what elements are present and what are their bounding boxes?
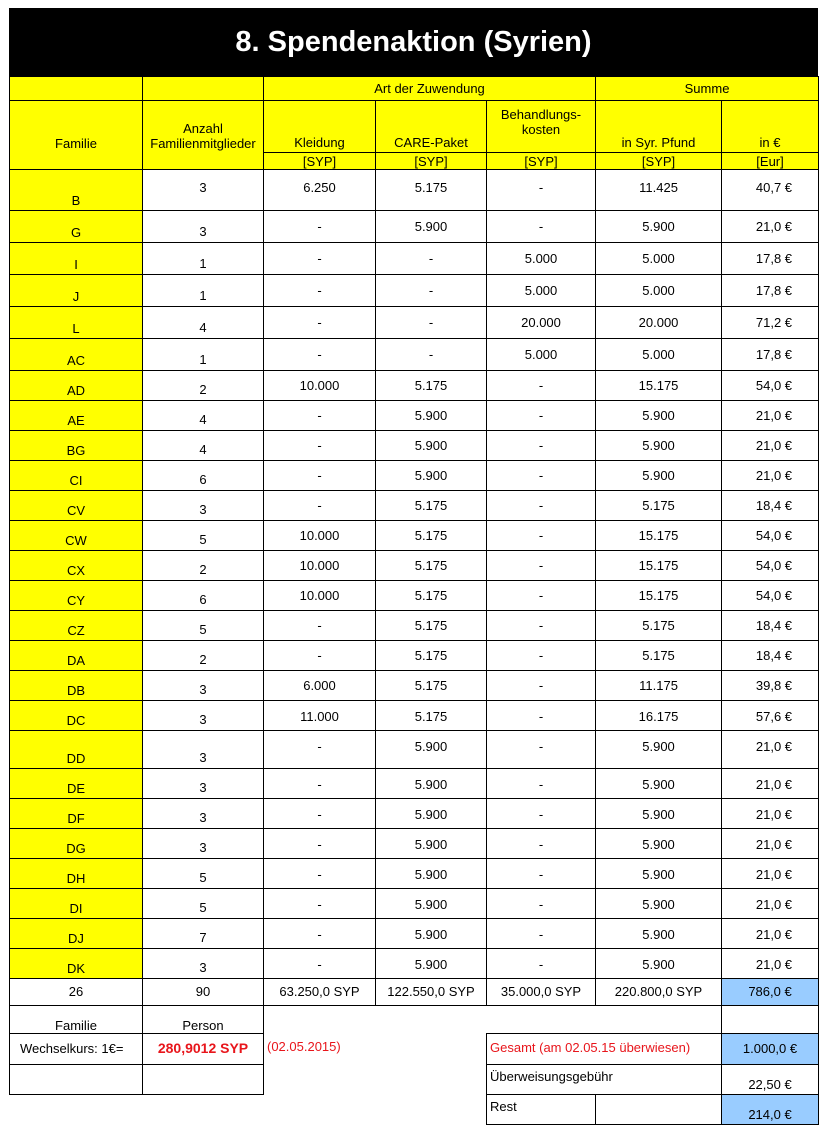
kleidung-cell: -: [264, 859, 376, 889]
behandlung-cell: -: [487, 211, 596, 243]
eur-cell: 18,4 €: [722, 611, 819, 641]
table-row: [10, 551, 819, 581]
kleidung-cell: -: [264, 243, 376, 275]
family-cell: CW: [10, 521, 143, 551]
total-syr: 220.800,0 SYP: [596, 979, 722, 1005]
behandlung-cell: -: [487, 170, 596, 211]
family-cell: DH: [10, 859, 143, 889]
eur-cell: 54,0 €: [722, 551, 819, 581]
members-cell: 3: [143, 799, 264, 829]
syr-cell: 5.900: [596, 949, 722, 979]
behandlung-cell: 20.000: [487, 307, 596, 339]
footer-familie: Familie: [10, 1005, 143, 1033]
syr-cell: 20.000: [596, 307, 722, 339]
eur-cell: 21,0 €: [722, 829, 819, 859]
family-cell: CX: [10, 551, 143, 581]
care-cell: 5.900: [376, 889, 487, 919]
family-cell: DJ: [10, 919, 143, 949]
care-cell: 5.175: [376, 491, 487, 521]
family-cell: DF: [10, 799, 143, 829]
table-row: [10, 611, 819, 641]
unit-behandlung: [SYP]: [487, 153, 596, 170]
eur-cell: 17,8 €: [722, 339, 819, 371]
family-cell: I: [10, 243, 143, 275]
unit-syr: [SYP]: [596, 153, 722, 170]
care-cell: 5.900: [376, 859, 487, 889]
eur-cell: 21,0 €: [722, 769, 819, 799]
care-cell: 5.900: [376, 919, 487, 949]
members-cell: 3: [143, 701, 264, 731]
members-cell: 3: [143, 211, 264, 243]
kleidung-cell: -: [264, 307, 376, 339]
members-cell: 2: [143, 551, 264, 581]
family-cell: BG: [10, 431, 143, 461]
care-cell: 5.175: [376, 521, 487, 551]
family-cell: DE: [10, 769, 143, 799]
syr-cell: 15.175: [596, 371, 722, 401]
table-row: [10, 243, 819, 275]
syr-cell: 5.175: [596, 641, 722, 671]
page-title: 8. Spendenaktion (Syrien): [9, 8, 818, 76]
members-cell: 5: [143, 859, 264, 889]
eur-cell: 54,0 €: [722, 581, 819, 611]
care-cell: 5.900: [376, 769, 487, 799]
eur-cell: 57,6 €: [722, 701, 819, 731]
eur-cell: 54,0 €: [722, 371, 819, 401]
care-cell: -: [376, 307, 487, 339]
kleidung-cell: -: [264, 611, 376, 641]
care-cell: 5.175: [376, 551, 487, 581]
family-cell: CV: [10, 491, 143, 521]
table-row: [10, 949, 819, 979]
family-cell: AD: [10, 371, 143, 401]
members-cell: 4: [143, 307, 264, 339]
syr-cell: 5.175: [596, 491, 722, 521]
gesamt-value: 1.000,0 €: [722, 1033, 819, 1064]
eur-cell: 21,0 €: [722, 211, 819, 243]
syr-cell: 5.900: [596, 769, 722, 799]
table-row: [10, 307, 819, 339]
behandlung-cell: -: [487, 401, 596, 431]
eur-cell: 21,0 €: [722, 949, 819, 979]
table-row: [10, 401, 819, 431]
family-cell: B: [10, 170, 143, 211]
kleidung-cell: -: [264, 211, 376, 243]
members-cell: 1: [143, 339, 264, 371]
care-cell: 5.900: [376, 211, 487, 243]
members-cell: 1: [143, 275, 264, 307]
care-cell: 5.900: [376, 461, 487, 491]
gesamt-label: Gesamt (am 02.05.15 überwiesen): [487, 1033, 722, 1064]
table-row: [10, 521, 819, 551]
care-cell: 5.175: [376, 371, 487, 401]
members-cell: 6: [143, 461, 264, 491]
eur-cell: 18,4 €: [722, 641, 819, 671]
family-cell: CY: [10, 581, 143, 611]
kleidung-cell: 6.000: [264, 671, 376, 701]
eur-cell: 21,0 €: [722, 799, 819, 829]
behandlung-cell: -: [487, 919, 596, 949]
header-blank: [10, 77, 143, 101]
eur-cell: 21,0 €: [722, 919, 819, 949]
care-cell: 5.900: [376, 949, 487, 979]
total-eur: 786,0 €: [722, 979, 819, 1005]
behandlung-cell: 5.000: [487, 339, 596, 371]
behandlung-cell: -: [487, 461, 596, 491]
exchange-rate-date: (02.05.2015): [267, 1039, 341, 1054]
family-cell: DC: [10, 701, 143, 731]
syr-cell: 16.175: [596, 701, 722, 731]
header-kleidung: Kleidung: [264, 101, 376, 153]
care-cell: 5.175: [376, 581, 487, 611]
family-cell: DA: [10, 641, 143, 671]
syr-cell: 5.900: [596, 829, 722, 859]
care-cell: 5.175: [376, 671, 487, 701]
behandlung-cell: 5.000: [487, 243, 596, 275]
eur-cell: 39,8 €: [722, 671, 819, 701]
care-cell: 5.175: [376, 641, 487, 671]
kleidung-cell: -: [264, 401, 376, 431]
family-cell: DD: [10, 731, 143, 769]
header-art: Art der Zuwendung: [264, 77, 596, 101]
table-row: [10, 919, 819, 949]
members-cell: 4: [143, 431, 264, 461]
gebuehr-label: Überweisungsgebühr: [487, 1064, 722, 1094]
gebuehr-value: 22,50 €: [722, 1064, 819, 1094]
care-cell: -: [376, 243, 487, 275]
kleidung-cell: 10.000: [264, 371, 376, 401]
family-cell: G: [10, 211, 143, 243]
table-row: [10, 371, 819, 401]
behandlung-cell: 5.000: [487, 275, 596, 307]
header-anzahl: Anzahl Familienmitglieder: [143, 101, 264, 153]
exchange-rate-value: 280,9012 SYP: [143, 1033, 264, 1064]
header-summe: Summe: [596, 77, 819, 101]
table-row: [10, 829, 819, 859]
rest-label: Rest: [487, 1094, 596, 1124]
syr-cell: 5.175: [596, 611, 722, 641]
total-behandlung: 35.000,0 SYP: [487, 979, 596, 1005]
care-cell: -: [376, 339, 487, 371]
care-cell: 5.175: [376, 611, 487, 641]
members-cell: 4: [143, 401, 264, 431]
family-cell: L: [10, 307, 143, 339]
care-cell: 5.900: [376, 829, 487, 859]
behandlung-cell: -: [487, 371, 596, 401]
table-row: [10, 731, 819, 769]
members-cell: 3: [143, 671, 264, 701]
family-cell: DB: [10, 671, 143, 701]
family-cell: CI: [10, 461, 143, 491]
members-cell: 6: [143, 581, 264, 611]
family-cell: AC: [10, 339, 143, 371]
behandlung-cell: -: [487, 551, 596, 581]
kleidung-cell: -: [264, 275, 376, 307]
members-cell: 1: [143, 243, 264, 275]
kleidung-cell: -: [264, 731, 376, 769]
family-cell: DI: [10, 889, 143, 919]
behandlung-cell: -: [487, 889, 596, 919]
care-cell: 5.900: [376, 401, 487, 431]
eur-cell: 40,7 €: [722, 170, 819, 211]
family-cell: AE: [10, 401, 143, 431]
members-cell: 3: [143, 491, 264, 521]
kleidung-cell: -: [264, 769, 376, 799]
eur-cell: 21,0 €: [722, 461, 819, 491]
syr-cell: 11.175: [596, 671, 722, 701]
table-row: [10, 641, 819, 671]
behandlung-cell: -: [487, 949, 596, 979]
table-row: [10, 275, 819, 307]
table-row: [10, 701, 819, 731]
syr-cell: 5.900: [596, 859, 722, 889]
unit-care: [SYP]: [376, 153, 487, 170]
members-cell: 3: [143, 731, 264, 769]
care-cell: 5.900: [376, 799, 487, 829]
members-cell: 3: [143, 829, 264, 859]
members-cell: 3: [143, 170, 264, 211]
footer-person: Person: [143, 1005, 264, 1033]
syr-cell: 15.175: [596, 581, 722, 611]
table-row: [10, 859, 819, 889]
behandlung-cell: -: [487, 581, 596, 611]
kleidung-cell: -: [264, 339, 376, 371]
kleidung-cell: -: [264, 431, 376, 461]
syr-cell: 15.175: [596, 551, 722, 581]
syr-cell: 5.900: [596, 211, 722, 243]
kleidung-cell: -: [264, 641, 376, 671]
unit-eur: [Eur]: [722, 153, 819, 170]
spreadsheet: [9, 8, 818, 1125]
family-cell: DK: [10, 949, 143, 979]
header-syr: in Syr. Pfund: [596, 101, 722, 153]
care-cell: 5.175: [376, 701, 487, 731]
eur-cell: 71,2 €: [722, 307, 819, 339]
care-cell: 5.900: [376, 731, 487, 769]
summary-table: [9, 979, 819, 1125]
table-row: [10, 671, 819, 701]
care-cell: 5.900: [376, 431, 487, 461]
kleidung-cell: 10.000: [264, 551, 376, 581]
kleidung-cell: -: [264, 799, 376, 829]
members-cell: 2: [143, 371, 264, 401]
eur-cell: 17,8 €: [722, 243, 819, 275]
eur-cell: 21,0 €: [722, 889, 819, 919]
total-care: 122.550,0 SYP: [376, 979, 487, 1005]
care-cell: -: [376, 275, 487, 307]
table-row: [10, 581, 819, 611]
kleidung-cell: 11.000: [264, 701, 376, 731]
syr-cell: 5.000: [596, 339, 722, 371]
table-row: [10, 799, 819, 829]
kleidung-cell: -: [264, 949, 376, 979]
syr-cell: 5.900: [596, 731, 722, 769]
kleidung-cell: 10.000: [264, 581, 376, 611]
table-row: [10, 211, 819, 243]
care-cell: 5.175: [376, 170, 487, 211]
table-row: [10, 889, 819, 919]
eur-cell: 21,0 €: [722, 731, 819, 769]
behandlung-cell: -: [487, 799, 596, 829]
members-cell: 2: [143, 641, 264, 671]
behandlung-cell: -: [487, 521, 596, 551]
behandlung-cell: -: [487, 769, 596, 799]
members-cell: 7: [143, 919, 264, 949]
total-persons: 90: [143, 979, 264, 1005]
syr-cell: 5.900: [596, 461, 722, 491]
eur-cell: 17,8 €: [722, 275, 819, 307]
syr-cell: 5.900: [596, 799, 722, 829]
header-care: CARE-Paket: [376, 101, 487, 153]
behandlung-cell: -: [487, 611, 596, 641]
members-cell: 3: [143, 949, 264, 979]
members-cell: 5: [143, 611, 264, 641]
kleidung-cell: -: [264, 919, 376, 949]
syr-cell: 5.900: [596, 431, 722, 461]
table-row: [10, 339, 819, 371]
kleidung-cell: -: [264, 461, 376, 491]
total-kleidung: 63.250,0 SYP: [264, 979, 376, 1005]
kleidung-cell: -: [264, 829, 376, 859]
members-cell: 5: [143, 889, 264, 919]
syr-cell: 5.900: [596, 919, 722, 949]
kleidung-cell: 10.000: [264, 521, 376, 551]
kleidung-cell: 6.250: [264, 170, 376, 211]
totals-row: [10, 979, 819, 1005]
behandlung-cell: -: [487, 671, 596, 701]
header-behandlung: Behandlungs-kosten: [487, 101, 596, 153]
syr-cell: 15.175: [596, 521, 722, 551]
table-row: [10, 170, 819, 211]
behandlung-cell: -: [487, 701, 596, 731]
table-row: [10, 491, 819, 521]
members-cell: 5: [143, 521, 264, 551]
behandlung-cell: -: [487, 431, 596, 461]
kleidung-cell: -: [264, 491, 376, 521]
table-row: [10, 431, 819, 461]
syr-cell: 5.000: [596, 275, 722, 307]
header-eur: in €: [722, 101, 819, 153]
exchange-rate-label: Wechselkurs: 1€=: [10, 1033, 143, 1064]
behandlung-cell: -: [487, 829, 596, 859]
kleidung-cell: -: [264, 889, 376, 919]
rest-value: 214,0 €: [722, 1094, 819, 1124]
eur-cell: 21,0 €: [722, 859, 819, 889]
eur-cell: 21,0 €: [722, 401, 819, 431]
eur-cell: 54,0 €: [722, 521, 819, 551]
syr-cell: 5.000: [596, 243, 722, 275]
syr-cell: 5.900: [596, 401, 722, 431]
family-cell: CZ: [10, 611, 143, 641]
table-row: [10, 461, 819, 491]
family-cell: J: [10, 275, 143, 307]
donation-table: [9, 76, 819, 979]
behandlung-cell: -: [487, 491, 596, 521]
family-cell: DG: [10, 829, 143, 859]
unit-kleidung: [SYP]: [264, 153, 376, 170]
syr-cell: 5.900: [596, 889, 722, 919]
syr-cell: 11.425: [596, 170, 722, 211]
eur-cell: 21,0 €: [722, 431, 819, 461]
behandlung-cell: -: [487, 731, 596, 769]
members-cell: 3: [143, 769, 264, 799]
behandlung-cell: -: [487, 641, 596, 671]
eur-cell: 18,4 €: [722, 491, 819, 521]
table-row: [10, 769, 819, 799]
header-familie: Familie: [10, 101, 143, 153]
behandlung-cell: -: [487, 859, 596, 889]
total-families: 26: [10, 979, 143, 1005]
